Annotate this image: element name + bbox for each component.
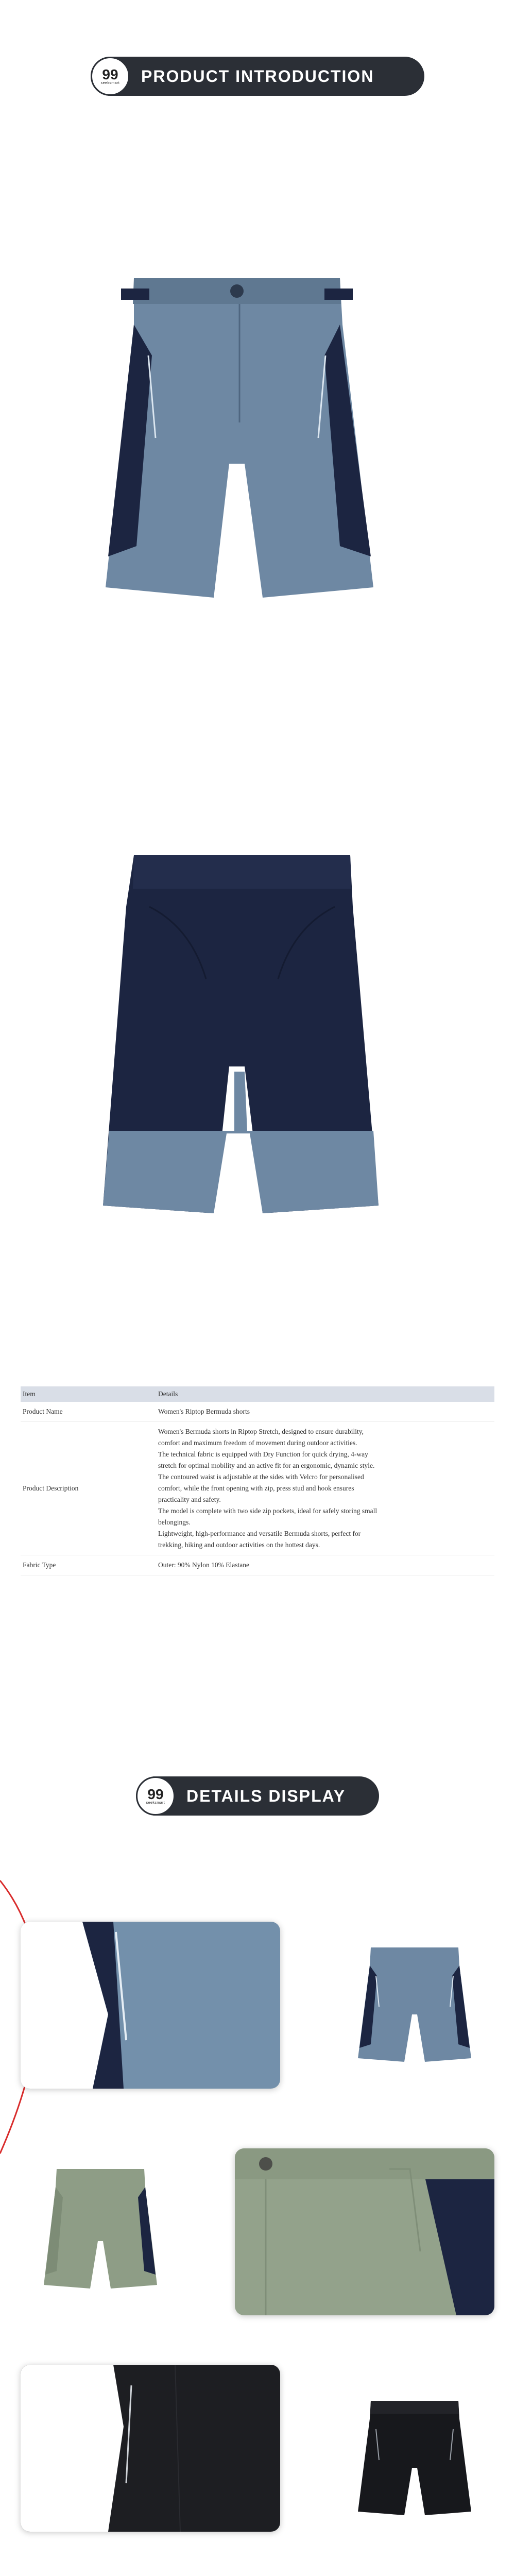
section-header-product-introduction: [91, 57, 424, 96]
section-header-details-display: [136, 1776, 379, 1816]
row-item-fabric-type: Fabric Type: [21, 1555, 156, 1575]
table-header-details: Details: [156, 1386, 494, 1402]
detail-closeup-black-zip: [21, 2365, 280, 2532]
table-row: [21, 1555, 494, 1575]
table-row: [21, 1402, 494, 1422]
closeup-blue-image: [21, 1922, 280, 2089]
shorts-back-image: [98, 845, 386, 1221]
shorts-blue-thumbnail: [355, 1942, 474, 2066]
section-title: PRODUCT INTRODUCTION: [141, 66, 374, 86]
shorts-sage-thumbnail: [41, 2164, 160, 2293]
shorts-black-thumbnail: [355, 2396, 474, 2519]
closeup-black-image: [21, 2365, 280, 2532]
row-details-product-description: Women's Bermuda shorts in Riptop Stretch, designed to ensure durability, comfort and maximum freedom of movement during outdoor activities. The technical fabric is equipped with Dry Function for quick drying, 4-way stretch for optimal mobility and an active fit for an ergonomic, dynamic style. The contoured waist is adjustable at the sides with Velcro for personalised comfort, while the front opening with zip, press stud and hook ensures practicality and safety. The model is complete with two side zip pockets, ideal for safely storing small belongings. Lightweight, high-performance and versatile Bermuda shorts, perfect for trekking, hiking and outdoor activities on the hottest days.: [156, 1422, 494, 1555]
detail-closeup-blue-zip: [21, 1922, 280, 2089]
table-header-item: Item: [21, 1386, 156, 1402]
section-title: DETAILS DISPLAY: [186, 1786, 346, 1805]
shorts-front-image: [98, 268, 386, 608]
row-details-product-name: Women's Riptop Bermuda shorts: [156, 1402, 494, 1422]
row-details-fabric-type: Outer: 90% Nylon 10% Elastane: [156, 1555, 494, 1575]
product-info-table: [21, 1386, 494, 1575]
table-row: [21, 1422, 494, 1555]
brand-badge: 99 seeksmart: [91, 57, 130, 96]
table-header-row: [21, 1386, 494, 1402]
row-item-product-name: Product Name: [21, 1402, 156, 1422]
detail-closeup-sage-waist: [235, 2148, 494, 2315]
row-item-product-description: Product Description: [21, 1422, 156, 1555]
brand-badge: 99 seeksmart: [136, 1776, 175, 1816]
closeup-sage-image: [235, 2148, 494, 2315]
